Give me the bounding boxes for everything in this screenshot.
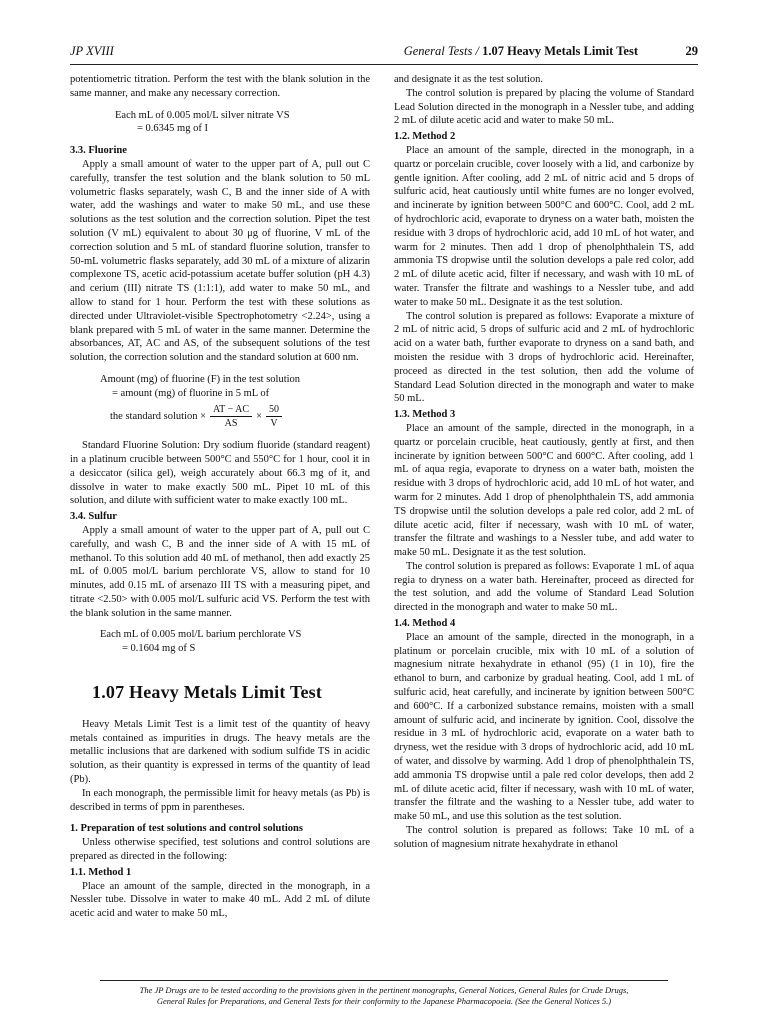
fraction-denominator: AS [224, 418, 238, 430]
paragraph: In each monograph, the permissible limit for heavy metals (as Pb) is described in terms of ppm in parentheses. [70, 787, 370, 813]
paragraph: Place an amount of the sample, directed in the monograph, in a quartz or porcelain crucible, cover loosely with a lid, and carbonize by gentle ignition. After cooling, add 2 mL of nitric acid and 5 drops of sulfuric acid, heat cautiously until white fumes are no longer evolved, and incinerate by ignition between 500°C and 600°C. Cool, add 2 mL of hydrochloric acid, evaporate to dryness on a water bath, moisten the residue with 3 drops of hydrochloric acid, add 10 mL of hot water, and warm for 2 minutes. Then add 1 drop of phenolphthalein TS, add ammonia TS dropwise until the solution develops a pale red color, add 2 mL of dilute acetic acid, filter if necessary, and wash with 10 mL of water. Transfer the filtrate and washings to a Nessler tube, and add water to make 50 mL. Designate it as the test solution. [394, 144, 694, 308]
page-number: 29 [685, 44, 698, 58]
page-footer [100, 980, 668, 1007]
left-column [70, 73, 370, 921]
fraction-numerator: 50 [266, 403, 282, 418]
header-chapter: 1.07 Heavy Metals Limit Test [482, 44, 638, 58]
paragraph: The control solution is prepared by placing the volume of Standard Lead Solution directed in the monograph in a Nessler tube, and adding 2 mL of dilute acetic acid and water to make 50 mL. [394, 87, 694, 127]
formula-fluorine [100, 373, 370, 431]
formula-text: the standard solution × [110, 410, 207, 422]
formula-silver-nitrate [115, 109, 370, 137]
paragraph: Standard Fluorine Solution: Dry sodium fluoride (standard reagent) in a platinum crucible between 500°C and 550°C for 1 hour, cool it in a desiccator (silica gel), weigh accurately about 66.3 mg of it, and dissolve in water to make exactly 500 mL. Pipet 10 mL of this solution, and dilute with sufficient water to make exactly 100 mL. [70, 440, 370, 507]
book-label: JP XVIII [70, 44, 114, 58]
paragraph: Heavy Metals Limit Test is a limit test of the quantity of heavy metals contained as impurities in drugs. The heavy metals are the metallic inclusions that are darkened with sodium sulfide TS in acidic solution, as their quantity is expressed in terms of the quantity of lead (Pb). [70, 718, 370, 786]
paragraph: Place an amount of the sample, directed in the monograph, in a Nessler tube. Dissolve in water to make 40 mL. Add 2 mL of dilute acetic acid and water to make 50 mL, [70, 880, 370, 920]
section-heading-method3: 1.3. Method 3 [394, 409, 456, 421]
section-heading-method4: 1.4. Method 4 [394, 618, 456, 630]
paragraph: Place an amount of the sample, directed in the monograph, in a quartz or porcelain crucible, heat cautiously, gently at first, and then incinerate by ignition between 500°C and 600°C. After cooling, add 1 mL of aqua regia, evaporate to dryness on a water bath, moisten the residue with 3 drops of hydrochloric acid, add 10 mL of hot water, and warm for 2 minutes. Add 1 drop of phenolphthalein TS, add ammonia TS dropwise until the solution develops a pale red color, add 2 mL of dilute acetic acid, filter if necessary, wash with 10 mL of water, transfer the filtrate and washings to a Nessler tube, and add water to make 50 mL. Designate it as the test solution. [394, 422, 694, 559]
fraction-volume [266, 403, 282, 432]
formula-line: = 0.6345 mg of I [137, 123, 208, 135]
times-sign: × [256, 410, 262, 422]
section-heading-preparation: 1. Preparation of test solutions and control solutions [70, 823, 303, 835]
formula-fraction-line [110, 403, 370, 432]
formula-line: Each mL of 0.005 mol/L barium perchlorate VS [100, 629, 302, 641]
formula-barium [100, 628, 370, 656]
running-header [70, 44, 698, 65]
paragraph: and designate it as the test solution. [394, 74, 544, 85]
right-column [394, 73, 694, 852]
footer-line: The JP Drugs are to be tested according to the provisions given in the pertinent monographs, General Notices, General Rules for Crude Drugs, [139, 985, 629, 995]
formula-line: = 0.1604 mg of S [122, 643, 196, 655]
header-title [404, 44, 638, 59]
header-section: General Tests / [403, 44, 479, 58]
fraction-numerator: AT − AC [210, 403, 252, 418]
paragraph: Place an amount of the sample, directed in the monograph, in a platinum or porcelain crucible, mix with 10 mL of a solution of magnesium nitrate hexahydrate in ethanol (95) (1 in 10), fire the ethanol to burn, and carbonize by gradual heating. Cool, add 1 mL of sulfuric acid, heat carefully, and incinerate by ignition between 500°C and 600°C. If a carbonized substance remains, moisten with a small amount of sulfuric acid, and incinerate by ignition. Cool, dissolve the residue in 3 mL of hydrochloric acid, evaporate on a water bath to dryness, wet the residue with 3 drops of hydrochloric acid, add 10 mL of water, and dissolve by warming. Add 1 drop of phenolphthalein TS, add ammonia TS dropwise until a pale red color develops, then add 2 mL of dilute acetic acid, filter if necessary, wash with 10 mL of water, transfer the filtrate and the washing to a Nessler tube, add water to make 50 mL, and use this solution as the test solution. [394, 631, 694, 823]
section-heading-method2: 1.2. Method 2 [394, 131, 456, 143]
chapter-heading: 1.07 Heavy Metals Limit Test [92, 682, 323, 703]
paragraph: Apply a small amount of water to the upper part of A, pull out C carefully, transfer the test solution and the blank solution to 50 mL volumetric flasks separately, wash C, B and the inner side of A with water, add the washings and water to make 50 mL, and use these solutions as the test solution and the correction solution. Pipet the test solution (V mL) equivalent to about 30 μg of fluorine, V mL of the correction solution and 5 mL of standard fluorine solution, transfer to 50-mL volumetric flasks separately, add 30 mL of a mixture of alizarin complexone TS, acetic acid-potassium acetate buffer solution (pH 4.3) and cerium (III) nitrate TS (1:1:1), add water to make 50 mL, and allow to stand for 1 hour. Perform the test with these solutions as directed under Ultraviolet-visible Spectrophotometry <2.24>, using a blank prepared with 5 mL of water in the same manner. Determine the absorbances, AT, AC and AS, of the subsequent solutions of the test solution, the correction solution and the standard solution at 600 nm. [70, 158, 370, 364]
section-heading-sulfur: 3.4. Sulfur [70, 511, 117, 523]
section-heading-fluorine: 3.3. Fluorine [70, 145, 127, 157]
fraction-absorbance [210, 403, 252, 432]
paragraph: potentiometric titration. Perform the test with the blank solution in the same manner, and make any necessary correction. [70, 74, 370, 99]
fraction-denominator: V [270, 418, 278, 430]
paragraph: The control solution is prepared as follows: Evaporate a mixture of 2 mL of nitric acid, 5 drops of sulfuric acid and 2 mL of hydrochloric acid on a water bath, further evaporate to dryness on a sand bath, and moisten the residue with 3 drops of hydrochloric acid. Hereinafter, proceed as directed in the test solution, then add the volume of Standard Lead Solution directed in the monograph and water to make 50 mL. [394, 310, 694, 405]
paragraph: The control solution is prepared as follows: Take 10 mL of a solution of magnesium nitrate hexahydrate in ethanol [394, 825, 694, 850]
formula-line: Each mL of 0.005 mol/L silver nitrate VS [115, 109, 290, 121]
formula-line: = amount (mg) of fluorine in 5 mL of [112, 387, 270, 399]
formula-line: Amount (mg) of fluorine (F) in the test solution [100, 373, 301, 385]
paragraph: Unless otherwise specified, test solutions and control solutions are prepared as directed in the following: [70, 837, 370, 863]
paragraph: Apply a small amount of water to the upper part of A, pull out C carefully, and wash C, B and the inner side of A with 15 mL of methanol. To this solution add 40 mL of methanol, then add exactly 25 mL of 0.005 mol/L barium perchlorate VS, allow to stand for 10 minutes, add 0.15 mL of arsenazo III TS with a measuring pipet, and titrate <2.50> with 0.005 mol/L sulfuric acid VS. Perform the test with the blank solution in the same manner. [70, 524, 370, 619]
footer-line: General Rules for Preparations, and General Tests for their conformity to the Japanese Pharmacopoeia. (See the General Notices 5.) [156, 996, 612, 1006]
section-heading-method1: 1.1. Method 1 [70, 866, 132, 878]
paragraph: The control solution is prepared as follows: Evaporate 1 mL of aqua regia to dryness on a water bath. Hereinafter, proceed as directed for the test solution, and add the volume of Standard Lead Solution directed in the monograph and water to make 50 mL. [394, 560, 694, 614]
